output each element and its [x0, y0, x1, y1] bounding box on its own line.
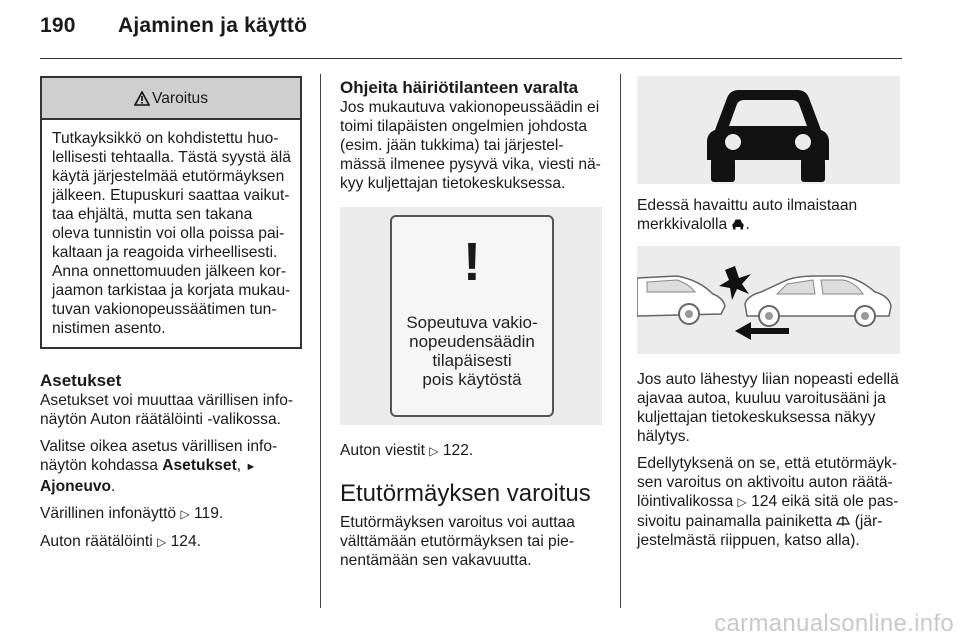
page-title: Ajaminen ja käyttö	[118, 14, 308, 37]
malfunction-heading: Ohjeita häiriötilanteen varalta	[340, 78, 579, 97]
warning-title: Varoitus	[151, 89, 209, 107]
warning-box	[40, 76, 302, 349]
vehicle-ahead-indicator-image	[637, 76, 900, 184]
column-middle	[340, 78, 604, 570]
page-ref-arrow-icon: ▷	[429, 444, 439, 458]
page-ref-link[interactable]: 124	[751, 493, 778, 510]
warning-line: lellisesti tehtaalla. Tästä syystä älä	[52, 149, 291, 166]
display-screen	[390, 215, 554, 417]
warning-para: Jos auto lähestyy liian nopeasti edellä ajavaa autoa, kuuluu varoitusääni ja kuljettajan tietokeskuksessa näkyy hälytys.	[637, 371, 899, 445]
watermark: carmanualsonline.info	[714, 610, 954, 637]
settings-ref-2[interactable]: Auton räätälöinti ▷ 124.	[40, 533, 201, 550]
fcw-button-icon	[836, 515, 850, 527]
warning-line: taa ehjältä, mutta sen takana	[52, 206, 253, 223]
warning-line: Anna onnettomuuden jälkeen kor-	[52, 263, 287, 280]
settings-para-1: Asetukset voi muuttaa värillisen info- näytön Auton räätälöinti -valikossa.	[40, 392, 294, 428]
prerequisite-para: Edellytyksenä on se, että etutörmäyk- sen varoitus on aktivoitu auton räätä- löintivalikossa ▷ 124 eikä sitä ole pas- sivoitu painamalla painiketta (jär- jestelmästä riippuen, katso alla).	[637, 455, 899, 549]
warning-header	[42, 78, 300, 120]
column-right	[637, 76, 901, 558]
page-ref-arrow-icon: ▷	[157, 535, 167, 549]
settings-heading: Asetukset	[40, 371, 122, 390]
collision-scene-icon	[637, 246, 900, 354]
vehicle-ahead-indicator-icon	[731, 218, 745, 230]
fcw-heading: Etutörmäyksen varoitus	[340, 480, 591, 507]
column-left	[40, 76, 304, 560]
display-message: Sopeutuva vakio- nopeudensäädin tilapäisesti pois käytöstä	[406, 313, 538, 389]
warning-line: Tutkayksikkö on kohdistettu huo-	[52, 130, 279, 147]
car-ahead-icon	[637, 76, 900, 184]
warning-line: oleva tunnistin voi olla poissa pai-	[52, 225, 285, 242]
fcw-text: Etutörmäyksen varoitus voi auttaa välttämään etutörmäyksen tai pie- nentämään sen vakavuutta.	[340, 514, 575, 569]
impact-star-icon	[719, 266, 751, 300]
warning-line: jaamon tarkistaa ja korjata mukau-	[52, 282, 291, 299]
driver-info-display-image	[340, 207, 602, 425]
warning-line: tuvan vakionopeussäätimen tun-	[52, 301, 277, 318]
warning-line: nistimen asento.	[52, 320, 166, 337]
warning-line: jälkeen. Etupuskuri saattaa vaikut-	[52, 187, 290, 204]
header-rule	[40, 58, 902, 59]
page-ref-arrow-icon: ▷	[737, 495, 747, 509]
page-header	[40, 14, 307, 38]
collision-warning-illustration	[637, 246, 900, 354]
menu-path-vehicle: Ajoneuvo	[40, 478, 112, 495]
malfunction-text: Jos mukautuva vakionopeussäädin ei toimi tilapäisten ongelmien johdosta (esim. jään tukkima) tai järjestel- mässä ilmenee pysyvä vika, viesti nä- kyy kuljettajan tietokeskuksessa.	[340, 99, 601, 192]
settings-ref-1[interactable]: Värillinen infonäyttö ▷ 119.	[40, 505, 224, 522]
column-divider-2	[620, 74, 621, 608]
settings-section	[40, 371, 304, 552]
warning-line: käytä järjestelmää etutörmäyksen	[52, 168, 285, 185]
menu-path-settings: Asetukset	[162, 457, 237, 474]
display-exclamation: !	[463, 232, 481, 292]
column-divider-1	[320, 74, 321, 608]
warning-text	[42, 120, 300, 347]
page-number: 190	[40, 14, 76, 37]
malfunction-ref[interactable]: Auton viestit ▷ 122.	[340, 442, 474, 459]
warning-triangle-icon	[134, 91, 150, 106]
page-ref-arrow-icon: ▷	[180, 507, 190, 521]
approach-arrow-icon	[735, 322, 751, 340]
settings-para-2: Valitse oikea asetus värillisen info- näytön kohdassa Asetukset, ► Ajoneuvo.	[40, 438, 278, 495]
warning-line: kaltaan ja reagoida virheellisesti.	[52, 244, 278, 261]
menu-arrow-icon: ►	[245, 461, 257, 473]
indicator-caption: Edessä havaittu auto ilmaistaan merkkivalolla .	[637, 197, 858, 233]
